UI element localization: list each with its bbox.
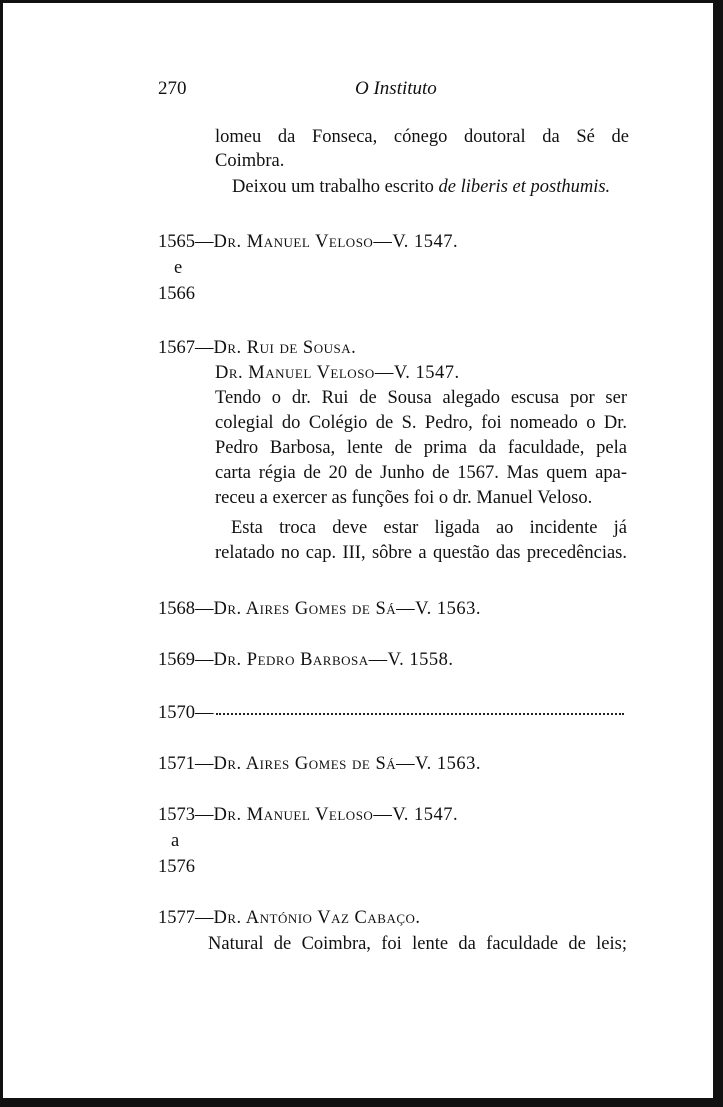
entry-year: 1567—: [158, 338, 214, 358]
entry-name: Dr. Aires Gomes de Sá—V. 1563.: [213, 599, 482, 619]
entry-para-line: Esta troca deve estar ligada ao incidente já: [231, 518, 627, 538]
entry-1571: [158, 752, 481, 776]
entry-para-line: carta régia de 20 de Junho de 1567. Mas quem apa-: [215, 463, 627, 483]
intro-line-1: lomeu da Fonseca, cónego doutoral da Sé de: [215, 127, 629, 147]
entry-end-year: 1566: [158, 284, 195, 304]
entry-name: Dr. Rui de Sousa.: [213, 338, 357, 358]
scan-border-top: [0, 0, 723, 3]
entry-year: 1573—: [158, 805, 214, 825]
entry-para-line: relatado no cap. III, sôbre a questão das precedências.: [215, 543, 627, 563]
entry-1569: [158, 648, 454, 672]
entry-para-line: colegial do Colégio de S. Pedro, foi nomeado o Dr.: [215, 413, 627, 433]
entry-1577: [158, 906, 421, 930]
page-number: 270: [158, 78, 187, 99]
intro-line-3-text: Deixou um trabalho escrito: [232, 177, 434, 197]
entry-sub-name: Dr. Manuel Veloso—V. 1547.: [215, 363, 460, 383]
entry-end-year: 1576: [158, 857, 195, 877]
scan-border-bottom: [0, 1098, 723, 1107]
entry-year: 1568—: [158, 599, 214, 619]
entry-name: Dr. Manuel Veloso—V. 1547.: [213, 805, 459, 825]
scan-border-left: [0, 0, 3, 1107]
entry-year: 1571—: [158, 754, 214, 774]
entry-1568: [158, 597, 481, 621]
intro-line-3-title: de liberis et posthumis.: [438, 177, 611, 197]
entry-year: 1569—: [158, 650, 214, 670]
entry-year: 1565—: [158, 232, 214, 252]
entry-joiner: a: [171, 831, 180, 851]
entry-joiner: e: [174, 258, 183, 278]
entry-name: Dr. Pedro Barbosa—V. 1558.: [213, 650, 454, 670]
dotted-leader: [216, 713, 624, 715]
entry-name: Dr. António Vaz Cabaço.: [213, 908, 421, 928]
entry-para-line: Tendo o dr. Rui de Sousa alegado escusa por ser: [215, 388, 627, 408]
entry-year: 1577—: [158, 908, 214, 928]
intro-line-2: Coimbra.: [215, 151, 285, 171]
entry-1573: [158, 803, 458, 827]
scan-border-right: [713, 0, 723, 1107]
entry-para-line: receu a exercer as funções foi o dr. Manuel Veloso.: [215, 488, 593, 508]
entry-1565: [158, 230, 458, 254]
entry-line-2: Natural de Coimbra, foi lente da faculdade de leis;: [208, 934, 627, 954]
intro-line-3: [232, 175, 610, 199]
entry-name: Dr. Aires Gomes de Sá—V. 1563.: [213, 754, 482, 774]
entry-1567: [158, 336, 356, 360]
running-title: O Instituto: [355, 78, 437, 99]
entry-para-line: Pedro Barbosa, lente de prima da faculdade, pela: [215, 438, 627, 458]
entry-name: Dr. Manuel Veloso—V. 1547.: [213, 232, 459, 252]
entry-1570: [158, 701, 214, 725]
entry-year: 1570—: [158, 703, 214, 723]
